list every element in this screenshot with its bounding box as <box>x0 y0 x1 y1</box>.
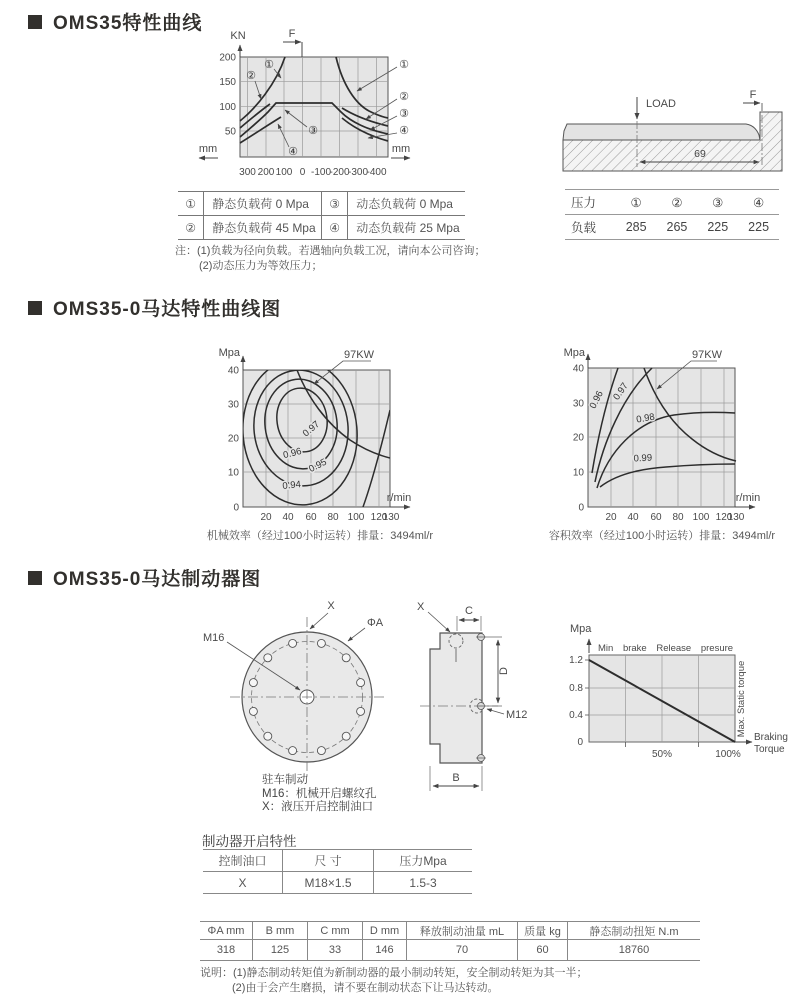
svg-text:④: ④ <box>399 125 409 137</box>
x-tick-labels <box>260 512 399 523</box>
center-lines <box>230 617 384 777</box>
dim-b-label: B <box>452 772 460 784</box>
volumetric-efficiency-chart <box>548 342 789 554</box>
phi-a-leader <box>348 628 365 641</box>
x-axis-unit: r/min <box>386 492 412 504</box>
note-line: 注：(1)负载为径向负载。若遇轴向负载工况，请向本公司咨询； <box>175 245 486 257</box>
chart-title: Min brake Release presure <box>598 643 734 654</box>
svg-text:60: 60 <box>305 512 317 523</box>
section1-notes <box>175 244 485 274</box>
svg-text:②: ② <box>399 91 409 103</box>
svg-text:①: ① <box>399 59 409 71</box>
x-axis-label-line1: Braking <box>754 732 788 743</box>
legend-num: ① <box>178 192 204 215</box>
x-tick-labels <box>239 167 387 178</box>
header-cell: ① <box>630 195 642 210</box>
header-cell: 释放制动油量 mL <box>407 922 518 939</box>
header-cell: D mm <box>363 922 407 939</box>
table-header-row <box>203 850 472 871</box>
x-unit-left: mm <box>198 143 218 155</box>
brake-release-chart <box>555 612 789 780</box>
y-tick-labels <box>573 364 585 514</box>
header-cell: ③ <box>712 195 724 210</box>
svg-text:0.98: 0.98 <box>635 411 656 426</box>
svg-text:③: ③ <box>399 108 409 120</box>
m12-label: M12 <box>506 709 528 721</box>
svg-text:20: 20 <box>260 512 272 523</box>
load-label: LOAD <box>646 98 676 110</box>
cell: 285 <box>625 220 647 234</box>
chart-caption: 机械效率（经过100小时运转）排量：3494ml/r <box>206 530 434 542</box>
svg-text:50%: 50% <box>651 749 673 760</box>
power-label: 97KW <box>344 349 374 361</box>
legend-row <box>178 215 465 239</box>
legend-text: 静态负载荷 0 Mpa <box>204 192 322 215</box>
svg-text:0.94: 0.94 <box>281 479 302 492</box>
header-cell: B mm <box>253 922 308 939</box>
x-tick-labels <box>652 749 741 760</box>
svg-text:③: ③ <box>308 125 318 137</box>
section-bullet-square <box>28 301 42 315</box>
table-header-row <box>200 922 700 939</box>
svg-text:②: ② <box>246 70 256 82</box>
section1-title <box>28 8 202 35</box>
chart-plot-area <box>588 368 735 507</box>
front-view-caption <box>262 774 376 815</box>
cell: 225 <box>707 220 729 234</box>
caption-line: M16：机械开启螺纹孔 <box>262 787 377 800</box>
svg-text:1.2: 1.2 <box>569 655 583 666</box>
brake-open-table <box>203 849 472 894</box>
shaft-plate <box>563 124 760 140</box>
brake-dimension-table <box>200 921 700 961</box>
note-line: (2)动态压力为等效压力； <box>199 260 323 272</box>
legend-text: 动态负载荷 0 Mpa <box>356 197 453 211</box>
svg-text:0.97: 0.97 <box>611 380 631 403</box>
svg-text:30: 30 <box>572 398 584 410</box>
header-cell: 压力 <box>571 196 597 210</box>
x-axis-unit: r/min <box>735 492 761 504</box>
header-cell: ΦA mm <box>200 922 253 939</box>
dimension-value: 69 <box>694 148 706 160</box>
x-leader-side <box>428 612 450 632</box>
legend-num: ④ <box>322 216 348 239</box>
legend-num: ③ <box>322 192 348 215</box>
shaft-load-diagram <box>555 85 789 180</box>
table-row <box>200 939 700 960</box>
svg-text:10: 10 <box>227 467 239 479</box>
load-capacity-chart <box>195 25 425 185</box>
svg-text:-300: -300 <box>347 167 369 178</box>
cell: 18760 <box>618 944 650 956</box>
svg-text:0.95: 0.95 <box>307 456 329 475</box>
cell: X <box>203 872 283 893</box>
y-axis-unit: KN <box>230 30 246 42</box>
header-cell: 压力Mpa <box>399 854 447 868</box>
svg-text:200: 200 <box>257 167 275 178</box>
svg-text:300: 300 <box>239 167 256 178</box>
svg-text:130: 130 <box>382 512 400 523</box>
section-bullet-square <box>28 15 42 29</box>
svg-text:0: 0 <box>299 167 306 178</box>
x-leader-front <box>310 613 328 629</box>
caption-line: 驻车制动 <box>262 774 308 786</box>
legend-row <box>178 192 465 215</box>
svg-text:40: 40 <box>572 363 584 375</box>
x-unit-right: mm <box>391 143 411 155</box>
header-cell: 控制油口 <box>203 850 283 871</box>
curve-legend-table <box>178 191 465 240</box>
note-line: 说明：(1)静态制动转矩值为新制动器的最小制动转矩，安全制动转矩为其一半； <box>200 967 588 979</box>
header-cell: ④ <box>752 195 765 210</box>
svg-text:130: 130 <box>727 512 745 523</box>
svg-text:0.97: 0.97 <box>300 418 323 440</box>
header-cell: ② <box>671 195 683 210</box>
svg-text:100: 100 <box>219 101 236 113</box>
svg-text:200: 200 <box>219 52 236 64</box>
y-axis-unit: Mpa <box>218 347 240 359</box>
svg-text:20: 20 <box>227 433 239 445</box>
svg-text:50: 50 <box>224 126 236 138</box>
svg-text:40: 40 <box>227 365 239 377</box>
svg-text:④: ④ <box>288 146 298 158</box>
svg-text:0: 0 <box>578 502 584 514</box>
cell: 225 <box>748 220 770 234</box>
svg-text:80: 80 <box>672 512 684 523</box>
header-cell: 静态制动扭矩 N.m <box>589 925 679 938</box>
f-label: F <box>749 89 757 101</box>
svg-text:40: 40 <box>627 512 639 523</box>
section2-title-text: OMS35-0马达特性曲线图 <box>53 299 282 320</box>
svg-text:0.8: 0.8 <box>569 683 583 694</box>
x-tick-labels <box>605 512 744 523</box>
svg-text:120: 120 <box>715 512 733 523</box>
section-bullet-square <box>28 571 42 585</box>
section3-notes <box>200 966 587 996</box>
cell: M18×1.5 <box>283 872 374 893</box>
svg-text:100: 100 <box>275 167 293 178</box>
header-cell: 尺 寸 <box>283 850 374 871</box>
y-tick-labels <box>219 53 236 138</box>
dim-c-label: C <box>465 605 473 617</box>
cell: 33 <box>308 940 363 960</box>
cell: 265 <box>666 220 688 234</box>
right-axis-label: Max. Static torque <box>736 660 747 738</box>
m12-leader <box>487 709 504 714</box>
svg-text:10: 10 <box>572 467 584 479</box>
header-cell: C mm <box>308 922 363 939</box>
svg-text:150: 150 <box>219 77 236 89</box>
svg-text:0: 0 <box>233 502 239 514</box>
y-tick-labels <box>569 655 583 748</box>
legend-num: ② <box>178 216 204 239</box>
svg-text:-100: -100 <box>310 167 332 178</box>
y-axis-unit: Mpa <box>563 347 585 359</box>
svg-text:100%: 100% <box>715 749 741 760</box>
section1-title-text: OMS35特性曲线 <box>53 13 203 34</box>
chart-plot-area <box>240 57 388 157</box>
m16-label: M16 <box>203 632 225 644</box>
chart-caption: 容积效率（经过100小时运转）排量：3494ml/r <box>548 530 776 542</box>
svg-text:120: 120 <box>370 512 388 523</box>
svg-text:-400: -400 <box>366 167 387 178</box>
svg-text:100: 100 <box>692 512 710 523</box>
cell: 318 <box>200 940 253 960</box>
cell: 负载 <box>571 221 597 235</box>
power-label: 97KW <box>692 349 722 361</box>
table-row <box>203 871 472 893</box>
legend-text: 动态负载荷 25 Mpa <box>356 221 460 235</box>
svg-text:20: 20 <box>572 432 584 444</box>
note-line: (2)由于会产生磨损，请不要在制动状态下让马达转动。 <box>232 982 499 994</box>
dim-d-label: D <box>498 667 510 675</box>
cell: 70 <box>407 940 518 960</box>
svg-text:0.99: 0.99 <box>633 452 653 465</box>
svg-text:-200: -200 <box>329 167 350 178</box>
svg-text:0: 0 <box>577 737 583 748</box>
x-axis-label-line2: Torque <box>754 744 785 755</box>
pressure-load-table <box>565 189 779 240</box>
svg-text:40: 40 <box>282 512 294 523</box>
table-row <box>565 214 779 240</box>
table-header-row <box>565 189 779 214</box>
section3-title-text: OMS35-0马达制动器图 <box>53 569 262 590</box>
cell: 125 <box>253 940 308 960</box>
caption-line: X：液压开启控制油口 <box>262 801 374 813</box>
section2-title <box>28 294 281 321</box>
svg-text:0.4: 0.4 <box>569 710 583 721</box>
svg-text:60: 60 <box>650 512 662 523</box>
chart-plot-area <box>243 370 390 507</box>
header-cell: 质量 kg <box>518 922 568 939</box>
y-tick-labels <box>228 366 240 514</box>
force-label: F <box>288 28 296 40</box>
phi-a-label: ΦA <box>367 617 384 629</box>
cell: 60 <box>518 940 568 960</box>
cell: 146 <box>363 940 407 960</box>
svg-text:0.96: 0.96 <box>587 389 606 411</box>
svg-text:80: 80 <box>327 512 339 523</box>
y-axis-unit: Mpa <box>570 623 592 635</box>
svg-text:0.96: 0.96 <box>282 445 303 462</box>
x-port-label-side: X <box>417 601 425 613</box>
section3-title <box>28 564 261 591</box>
x-port-label-front: X <box>327 600 335 612</box>
svg-text:100: 100 <box>347 512 365 523</box>
svg-text:①: ① <box>264 59 274 71</box>
cell: 1.5-3 <box>409 875 437 890</box>
open-table-title: 制动器开启特性 <box>202 834 297 849</box>
svg-text:20: 20 <box>605 512 617 523</box>
mechanical-efficiency-chart <box>206 342 434 554</box>
svg-text:30: 30 <box>227 399 239 411</box>
legend-text: 静态负载荷 45 Mpa <box>204 216 322 239</box>
